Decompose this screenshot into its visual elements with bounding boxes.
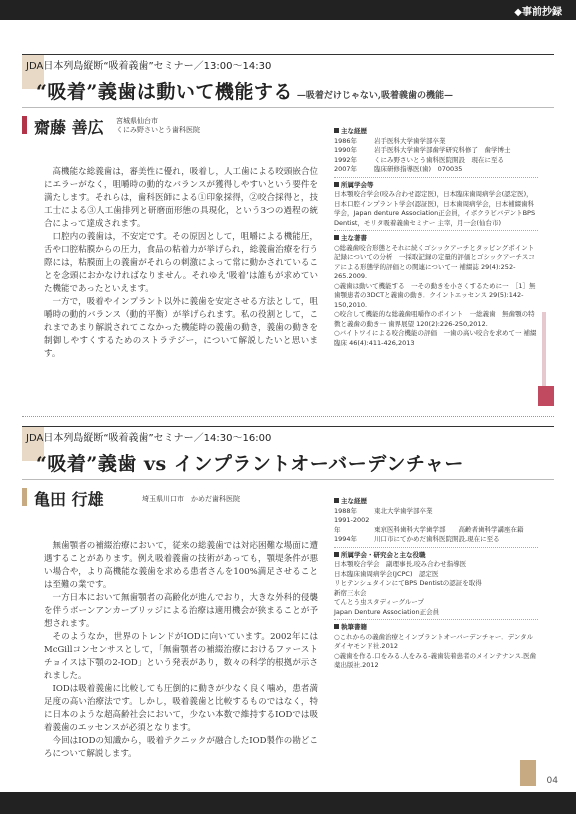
bullet-square-icon [334, 552, 339, 557]
lecture-title-main: “吸着”義歯 vs インプラントオーバーデンチャー [36, 453, 464, 475]
speaker-accent-bar [22, 488, 27, 506]
work-item: ○義歯を作る.口をみる.人をみる-義歯装着患者のメインテナンス.医歯薬出版社.2012 [334, 651, 537, 669]
divider [22, 107, 554, 108]
paragraph: 高機能な総義歯は，審美性に優れ，吸着し，人工歯による咬頭嵌合位にエラーがなく，咀嚼時の動的なバランスが獲得しやすいという要件を満たします。それらは，歯科医師による①印象採得，②咬合採得と，技工士による③人工歯排列と研磨面形態の具現化，という3つの過程の統合によって達成されます。 [44, 167, 318, 229]
paragraph: IODは吸着義歯に比較しても圧倒的に動きが少なく良く噛め，患者満足度の高い治療法です。しかし，吸着義歯と比較するものではなく，特に日本のような超高齢社会において，少ない本数で維持するIODでは吸着義歯のエッセンスが必須となります。 [44, 684, 318, 733]
section-header [22, 426, 554, 445]
work-item: ○義歯は動いて機能する 一その動きを小さくするために一 ［1］無歯顎患者の3DCTと義歯の動き．クイントエッセンス 29(5):142-150,2010. [334, 281, 536, 309]
speaker-accent-bar [22, 116, 27, 134]
society-item: リヒテンシュタインにてBPS Dentistの認証を取得 [334, 579, 482, 587]
bio-row: 1986年 岩手医科大学歯学部卒業 [334, 136, 446, 145]
dotted-divider [334, 230, 538, 231]
society-item: 新宿三水会 [334, 588, 367, 597]
paragraph: 無歯顎者の補綴治療において，従来の総義歯では対応困難な場面に遭遇することがあります。例え吸着義歯の技術があっても，顎堤条件が悪い場合や，より高機能な義歯を求める患者さんを100%満足させることは至難の業です。 [44, 541, 318, 590]
section-separator [22, 416, 554, 417]
header-tag: ◆事前抄録 [514, 7, 562, 18]
society-item: てんとう虫スタディーグループ [334, 598, 424, 606]
bio-row: 2007年 臨床研修指導医(歯) 070035 [334, 165, 463, 173]
section-header-text: JDA日本列島縦断“吸着義歯”セミナー／14:30〜16:00 [26, 433, 272, 444]
page-number: 04 [546, 776, 558, 786]
bio-row: 1994年 川口市にてかめだ歯科医院開設,現在に至る [334, 535, 500, 543]
bio-row: 1988年 東北大学歯学部卒業 [334, 506, 433, 515]
dotted-divider [334, 177, 538, 178]
lecture-title [36, 77, 554, 101]
profile-2 [334, 494, 538, 671]
section-header [22, 54, 554, 73]
society-heading: 所属学会・研究会と主な役職 [334, 551, 538, 561]
affiliation-city: 埼玉県川口市 [142, 495, 184, 503]
dotted-divider [334, 619, 538, 620]
paragraph: 一方日本において無歯顎者の高齢化が進んでおり，大きな外科的侵襲を伴うボーンアンカーブリッジによる治療は適用機会が狭まることが予想されます。 [44, 593, 318, 629]
section-header-text: JDA日本列島縦断“吸着義歯”セミナー／13:00〜14:30 [26, 61, 272, 72]
speaker-affiliation [116, 117, 200, 135]
lecture-subtitle: —吸着だけじゃない,吸着義歯の機能— [296, 91, 453, 101]
lecture-title [36, 449, 554, 473]
society-text: 日本顎咬合学会(咬み合わせ認定医)，日本臨床歯周病学会(認定医)，日本口腔インプラント学会(認証医)，日本歯周病学会，日本補綴歯科学会，Japan denture Association正会員，イボクラビバデントBPS Dentist，モリタ吸着義歯セミナー 主宰，月一会(仙台市) [334, 190, 536, 227]
bullet-square-icon [334, 235, 339, 240]
bio-row: 1990年 岩手医科大学歯学部歯学研究科修了 歯学博士 [334, 146, 511, 154]
paragraph: 一方で，吸着やインプラント以外に義歯を安定させる方法として，咀嚼時の動的バランス（動的平衡）が挙げられます。私の役割として，これまであまり解説されてこなかった機能時の義歯の動き，義歯の動きを制御しやすくするためのストラテジー，について解説したいと思います。 [44, 297, 318, 359]
society-item: 日本顎咬合学会 副理事長,咬み合わせ指導医 [334, 560, 467, 568]
paragraph: そのようなか，世界のトレンドがIODに向いています。2002年にはMcGillコンセンサスとして，「無歯顎者の補綴治療におけるファーストチョイスは下顎の2-IOD」という発表があり，数々の科学的根拠が示されました。 [44, 632, 318, 681]
paragraph: 口腔内の義歯は，不安定です。その原因として，咀嚼による機能圧，舌や口腔粘膜からの圧力，食品の粘着力が挙げられ，総義歯治療を行う際には，粘膜面上の義歯がそれらの刺激によって常に動かされていることを念頭におかなければなりません。それゆえ‘吸着’は誰もが求めていた機能であったといえます。 [44, 232, 318, 294]
society-item: 日本臨床歯周病学会(JCPC) 認定医 [334, 569, 439, 578]
bio-heading: 主な経歴 [334, 127, 538, 137]
bullet-square-icon [334, 498, 339, 503]
top-bar [0, 0, 576, 20]
profile-1 [334, 124, 538, 348]
abstract-1 [44, 166, 318, 361]
work-item: ○総義歯咬合形態とそれに続くゴシックアーチとタッピングポイント記録についての分析 一採取記録の定量的評価とゴシックアーチスコアによる形態学的評価との関連について一 補綴誌 29(4):252-265.2009. [334, 243, 535, 280]
society-heading: 所属学会等 [334, 181, 538, 191]
section-1-side-accent [542, 312, 546, 390]
bio-row: 1992年 くにみ野さいとう歯科医院開設 現在に至る [334, 155, 504, 164]
dotted-divider [334, 547, 538, 548]
abstract-2 [44, 540, 318, 761]
bullet-square-icon [334, 182, 339, 187]
society-item: Japan Denture Association正会員 [334, 607, 440, 616]
work-item: ○咬合して機能的な総義歯咀嚼作のポイント 一総義歯 無歯顎の特徴と義歯の動き一 歯界展望 120(2):226-250,2012. [334, 310, 535, 328]
works-heading: 主な著書 [334, 234, 538, 244]
bullet-square-icon [334, 128, 339, 133]
speaker-name: 齋藤 善広 [34, 118, 104, 137]
bottom-bar [0, 792, 576, 814]
speaker-name: 亀田 行雄 [34, 490, 104, 509]
divider [22, 479, 554, 480]
affiliation-city: 宮城県仙台市 [116, 117, 158, 125]
work-item: ○これからの義歯治療とインプラントオーバーデンチャー．デンタルダイヤモンド社.2012 [334, 632, 534, 650]
lecture-title-main: “吸着”義歯は動いて機能する [36, 81, 293, 103]
page-corner-mark [520, 760, 536, 786]
paragraph: 今回はIODの知識から，吸着テクニックが融合したIOD製作の勘どころについて解説します。 [44, 736, 318, 759]
section-1-corner-mark [538, 386, 554, 406]
work-item: ○バイトワイによる咬合機能の評価 一歯の高い咬合を求めて一 補綴臨床 46(4):411-426,2013 [334, 329, 537, 347]
affiliation-clinic: くにみ野さいとう歯科医院 [116, 126, 200, 134]
speaker-affiliation [142, 494, 240, 504]
bio-heading: 主な経歴 [334, 497, 538, 507]
works-heading: 執筆書籍 [334, 623, 538, 633]
affiliation-clinic: かめだ歯科医院 [191, 495, 240, 503]
bullet-square-icon [334, 624, 339, 629]
bio-row: 1991-2002年 東京医科歯科大学歯学部 高齢者歯科学講座在籍 [334, 516, 524, 534]
